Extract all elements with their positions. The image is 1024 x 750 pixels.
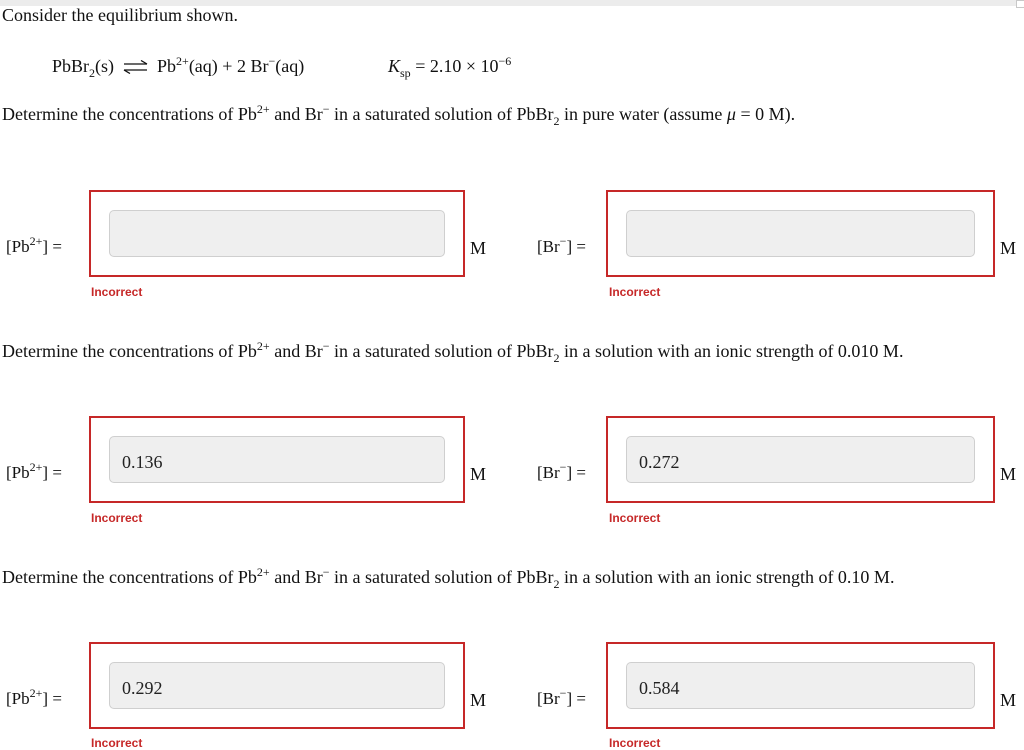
question-1-text: Determine the concentrations of $Pb^{2+}$ and Br− in a saturated solution of PbBr$_2$ in pure water (assume μ = 0 M). (2, 102, 796, 128)
br-answer-input-2[interactable]: 0.272 (626, 436, 975, 483)
question-2-text: Determine the concentrations of $Pb^{2+}$ and Br− in a saturated solution of PbBr$_2$ in a solution with an ionic strength of 0.010 M. (2, 339, 904, 365)
br-feedback-1: Incorrect (609, 285, 661, 299)
pb-unit-2: M (470, 464, 487, 484)
br-label-3: [Br−] = (537, 686, 586, 708)
pb-feedback-3: Incorrect (91, 736, 143, 750)
equilibrium-equation: PbBr$_2$(s) $Pb^{2+}(aq) + 2$ Br−(aq) (52, 54, 305, 80)
pb-label-3: $[Pb^{2+}]$ = (6, 686, 62, 708)
equilibrium-arrow-icon (123, 60, 149, 74)
br-feedback-3: Incorrect (609, 736, 661, 750)
br-label-1: [Br−] = (537, 234, 586, 256)
br-feedback-2: Incorrect (609, 511, 661, 525)
pb-answer-input-3[interactable]: 0.292 (109, 662, 445, 709)
pb-feedback-1: Incorrect (91, 285, 143, 299)
question-3-text: Determine the concentrations of $Pb^{2+}$ and Br− in a saturated solution of PbBr$_2$ in a solution with an ionic strength of 0.10 M. (2, 565, 895, 591)
pb-label-1: $[Pb^{2+}]$ = (6, 234, 62, 256)
pb-unit-3: M (470, 690, 487, 710)
pb-feedback-2: Incorrect (91, 511, 143, 525)
br-answer-input-3[interactable]: 0.584 (626, 662, 975, 709)
pb-label-2: $[Pb^{2+}]$ = (6, 460, 62, 482)
pb-answer-input-2[interactable]: 0.136 (109, 436, 445, 483)
pb-unit-1: M (470, 238, 487, 258)
ksp-expression: $K_{sp} = 2.10 \times 10^{-6}$ (388, 54, 512, 80)
br-unit-1: M (1000, 238, 1017, 258)
intro-text: Consider the equilibrium shown. (2, 5, 238, 25)
br-unit-3: M (1000, 690, 1017, 710)
br-unit-2: M (1000, 464, 1017, 484)
scrollbar-nub[interactable] (1016, 0, 1024, 8)
br-label-2: [Br−] = (537, 460, 586, 482)
br-answer-input-1[interactable] (626, 210, 975, 257)
pb-answer-input-1[interactable] (109, 210, 445, 257)
